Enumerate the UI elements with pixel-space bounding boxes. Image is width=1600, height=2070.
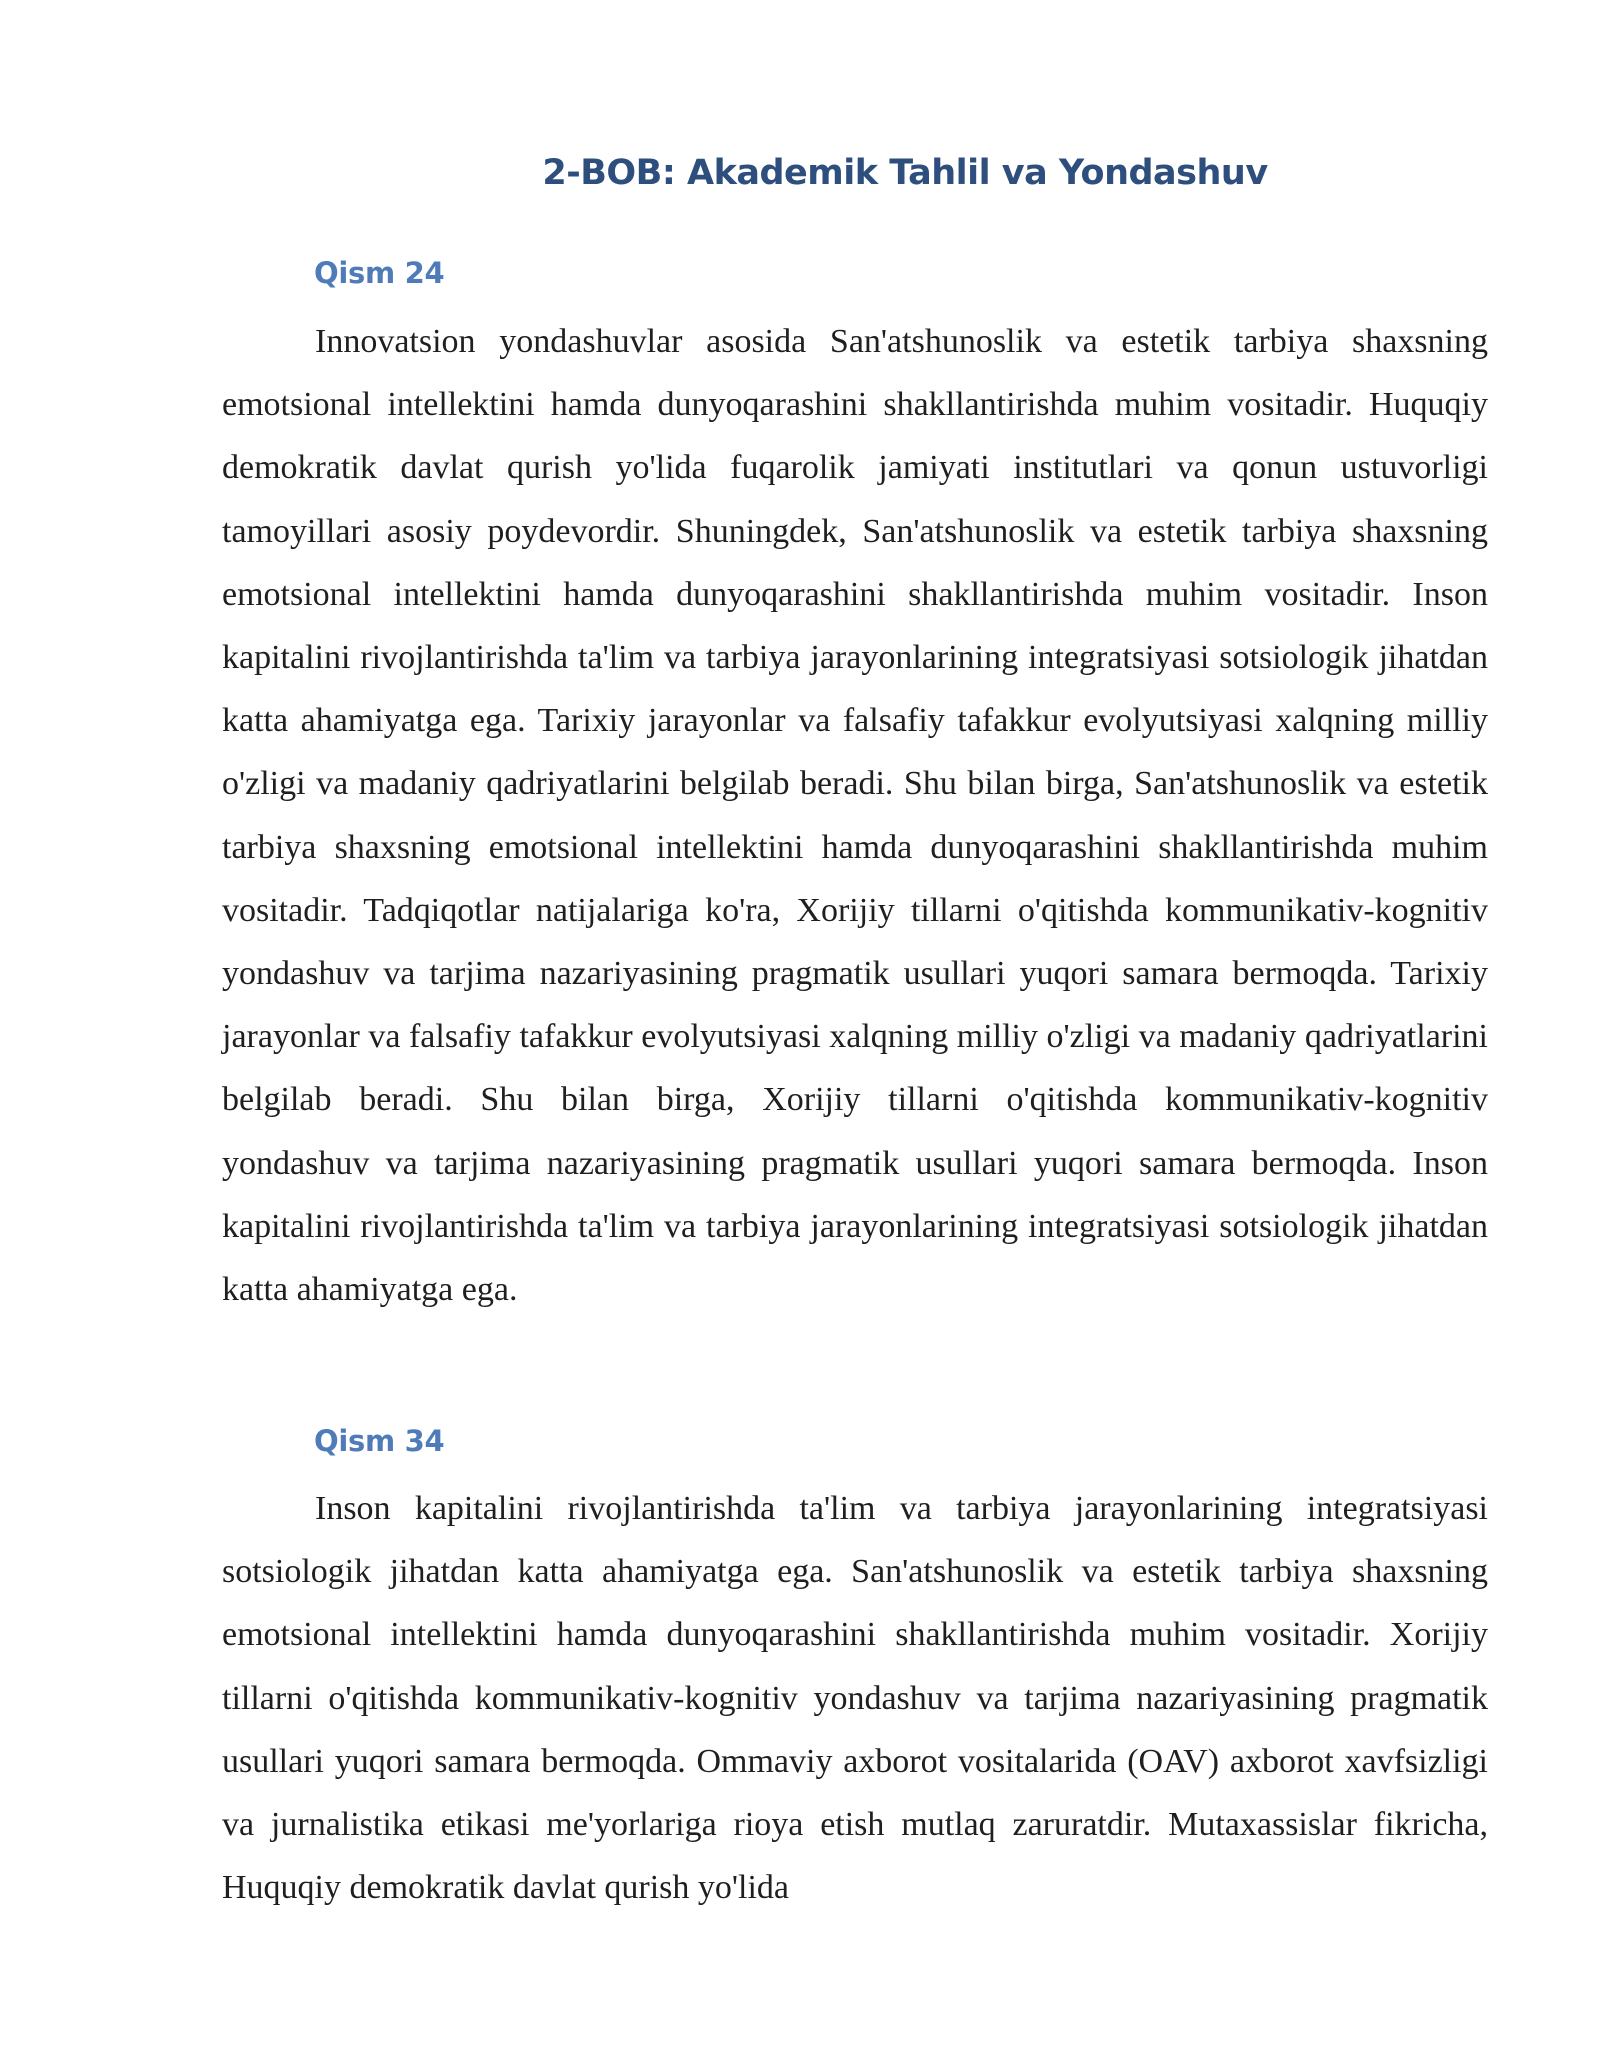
section-heading: Qism 34 [314, 1424, 445, 1458]
section-paragraph: Innovatsion yondashuvlar asosida San'atshunoslik va estetik tarbiya shaxsning emotsional intellektini hamda dunyoqarashini shakllantirishda muhim vositadir. Huquqiy demokratik davlat qurish yo'lida fuqarolik jamiyati institutlari va qonun ustuvorligi tamoyillari asosiy poydevordir. Shuningdek, San'atshunoslik va estetik tarbiya shaxsning emotsional intellektini hamda dunyoqarashini shakllantirishda muhim vositadir. Inson kapitalini rivojlantirishda ta'lim va tarbiya jarayonlarining integratsiyasi sotsiologik jihatdan katta ahamiyatga ega. Tarixiy jarayonlar va falsafiy tafakkur evolyutsiyasi xalqning milliy o'zligi va madaniy qadriyatlarini belgilab beradi. Shu bilan birga, San'atshunoslik va estetik tarbiya shaxsning emotsional intellektini hamda dunyoqarashini shakllantirishda muhim vositadir. Tadqiqotlar natijalariga ko'ra, Xorijiy tillarni o'qitishda kommunikativ-kognitiv yondashuv va tarjima nazariyasining pragmatik usullari yuqori samara bermoqda. Tarixiy jarayonlar va falsafiy tafakkur evolyutsiyasi xalqning milliy o'zligi va madaniy qadriyatlarini belgilab beradi. Shu bilan birga, Xorijiy tillarni o'qitishda kommunikativ-kognitiv yondashuv va tarjima nazariyasining pragmatik usullari yuqori samara bermoqda. Inson kapitalini rivojlantirishda ta'lim va tarbiya jarayonlarining integratsiyasi sotsiologik jihatdan katta ahamiyatga ega. [222, 323, 1488, 1309]
chapter-title: 2-BOB: Akademik Tahlil va Yondashuv [542, 153, 1268, 193]
section-heading: Qism 24 [314, 256, 445, 290]
section-paragraph: Inson kapitalini rivojlantirishda ta'lim va tarbiya jarayonlarining integratsiyasi sotsiologik jihatdan katta ahamiyatga ega. San'atshunoslik va estetik tarbiya shaxsning emotsional intellektini hamda dunyoqarashini shakllantirishda muhim vositadir. Xorijiy tillarni o'qitishda kommunikativ-kognitiv yondashuv va tarjima nazariyasining pragmatik usullari yuqori samara bermoqda. Ommaviy axborot vositalarida (OAV) axborot xavfsizligi va jurnalistika etikasi me'yorlariga rioya etish mutlaq zaruratdir. Mutaxassislar fikricha, Huquqiy demokratik davlat qurish yo'lida [222, 1490, 1488, 1907]
